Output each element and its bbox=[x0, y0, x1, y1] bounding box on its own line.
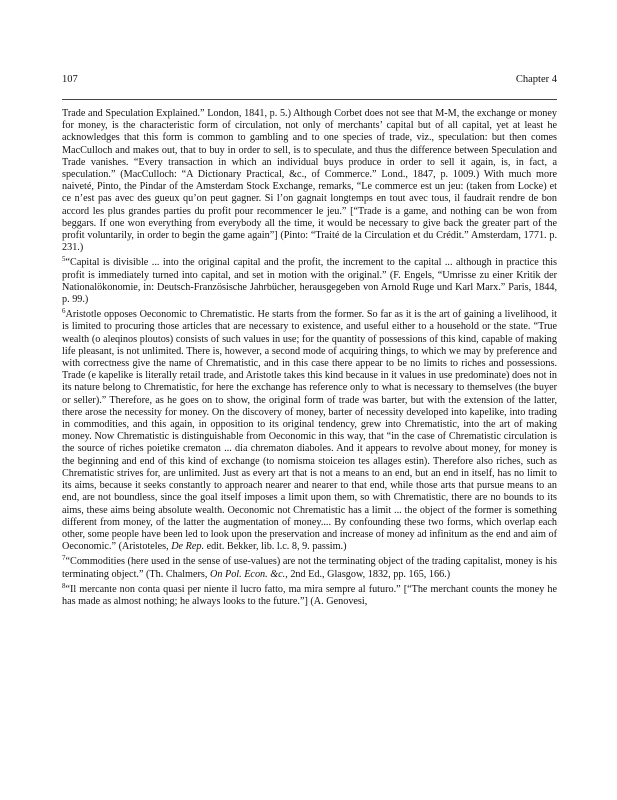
footnote-text-after: edit. Bekker, lib. l.c. 8, 9. passim.) bbox=[204, 541, 347, 553]
footnote-number: 7 bbox=[62, 554, 66, 563]
footnote-number: 8 bbox=[62, 581, 66, 590]
paragraph-text: Trade and Speculation Explained.” London, 1841, p. 5.) Although Corbet does not see that M-M, the exchange or money for money, is the characteristic form of circulation, not only of merchants’ capital but of all capital, yet at least he acknowledges that this form is common to gambling and to one species of trade, viz., speculation: but then comes MacCulloch and makes out, that to buy in order to sell, is to speculate, and thus the difference between Speculation and Trade vanishes. “Every transaction in which an individual buys produce in order to sell it again, is, in fact, a speculation.” (MacCulloch: “A Dictionary Practical, &c., of Commerce.” Lond., 1847, p. 1009.) With much more naiveté, Pinto, the Pindar of the Amsterdam Stock Exchange, remarks, “Le commerce est un jeu: (taken from Locke) et ce n’est pas avec des gueux qu’on peut gagner. Si l’on gagnait longtemps en tout avec tous, il faudrait rendre de bon accord les plus grandes parties du profit pour recommencer le jeu.” [“Trade is a game, and nothing can be won from beggars. If one won everything from everybody all the time, it would be necessary to give back the greater part of the profit voluntarily, in order to begin the game again”] (Pinto: “Traité de la Circulation et du Crédit.” Amsterdam, 1771. p. 231.) bbox=[62, 108, 557, 254]
footnote-number: 6 bbox=[62, 307, 66, 316]
footnote-text: “Il mercante non conta quasi per niente il lucro fatto, ma mira sempre al futuro.” [“The merchant counts the money he has made as almost nothing; he always looks to the future.”] (A. Genovesi, bbox=[62, 583, 557, 607]
footnote-5 bbox=[62, 257, 557, 306]
page-header bbox=[62, 74, 557, 86]
footnote-italic-title: On Pol. Econ. &c. bbox=[209, 568, 286, 580]
paragraph-continued bbox=[62, 108, 557, 254]
page-body bbox=[62, 108, 557, 611]
page-number: 107 bbox=[62, 74, 78, 85]
header-rule bbox=[62, 99, 557, 100]
footnote-8 bbox=[62, 581, 557, 608]
footnote-text: Aristotle opposes Oeconomic to Chrematistic. He starts from the former. So far as it is the art of gaining a livelihood, it is limited to procuring those articles that are necessary to existence, and useful either to a household or the state. “True wealth (o aleqinos ploutos) consists of such values in use; for the quantity of possessions of this kind, capable of making life pleasant, is not unlimited. There is, however, a second mode of acquiring things, to which we may by preference and with correctness give the name of Chrematistic, and in this case there appear to be no limits to riches and possessions. Trade (e kapelike is literally retail trade, and Aristotle takes this kind because in it values in use predominate) does not in its nature belong to Chrematistic, for here the exchange has reference only to what is necessary to themselves (the buyer or seller).” Therefore, as he goes on to show, the original form of trade was barter, but with the extension of the latter, there arose the necessity for money. On the discovery of money, barter of necessity developed into kapelike, into trading in commodities, and this again, in opposition to its original tendency, grew into Chrematistic, into the art of making money. Now Chrematistic is distinguishable from Oeconomic in this way, that “in the case of Chrematistic circulation is the source of riches poietike crematon ... dia chrematon diaboles. And it appears to revolve about money, for money is the beginning and end of this kind of exchange (to nomisma stoiceion tes allages estin). Therefore also riches, such as Chrematistic strives for, are unlimited. Just as every art that is not a means to an end, but an end in itself, has no limit to its aims, because it seeks constantly to approach nearer and nearer to that end, while those arts that pursue means to an end, are not boundless, since the goal itself imposes a limit upon them, so with Chrematistic, there are no bounds to its aims, these aims being absolute wealth. Oeconomic not Chrematistic has a limit ... the object of the former is something different from money, of the latter the augmentation of money.... By confounding these two forms, which overlap each other, some people have been led to look upon the preservation and increase of money ad infinitum as the end and aim of Oeconomic.” (Aristoteles, bbox=[62, 309, 557, 553]
footnote-text: “Capital is divisible ... into the original capital and the profit, the increment to the capital ... although in practice this profit is immediately turned into capital, and set in motion with the original.” (F. Engels, “Umrisse zu einer Kritik der Nationalökonomie, in: Deutsch-Französische Jahrbücher, herausgegeben von Arnold Ruge und Karl Marx.” Paris, 1844, p. 99.) bbox=[62, 257, 557, 306]
footnote-italic-title: De Rep. bbox=[171, 541, 205, 553]
footnote-text: “Commodities (here used in the sense of use-values) are not the terminating object of the trading capitalist, money is his terminating object.” (Th. Chalmers, bbox=[62, 556, 557, 580]
footnote-7 bbox=[62, 556, 557, 580]
footnote-text-after: , 2nd Ed., Glasgow, 1832, pp. 165, 166.) bbox=[285, 568, 451, 580]
footnote-6 bbox=[62, 309, 557, 553]
footnote-number: 5 bbox=[62, 255, 66, 264]
chapter-label: Chapter 4 bbox=[515, 74, 557, 85]
